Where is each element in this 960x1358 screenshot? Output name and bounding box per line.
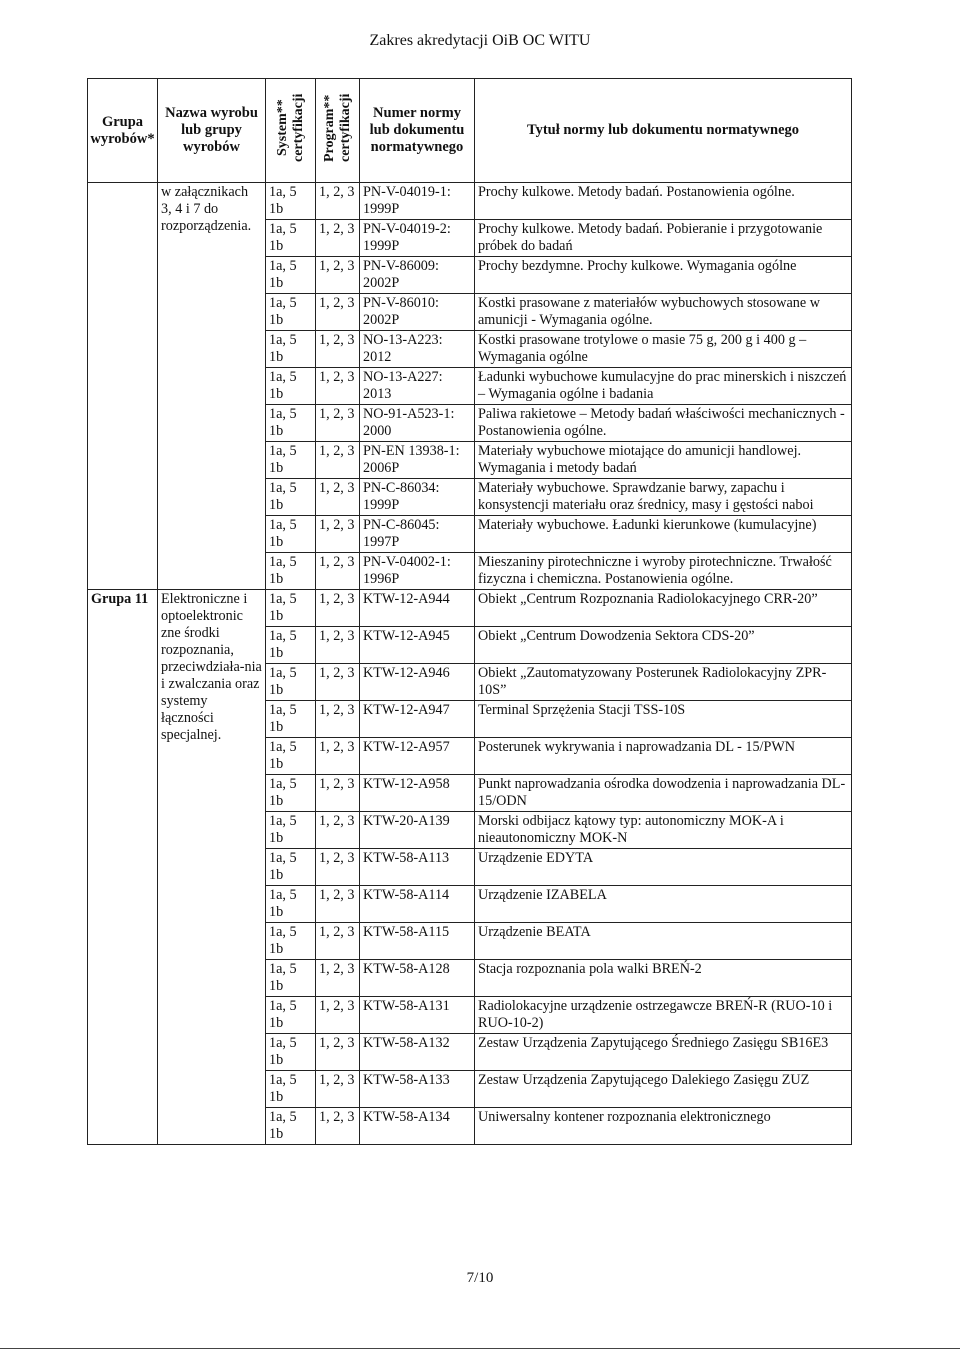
norm-title-cell: Urządzenie EDYTA [475, 849, 852, 886]
norm-number-cell: PN-V-86010: 2002P [360, 294, 475, 331]
norm-number-cell: KTW-58-A128 [360, 960, 475, 997]
program-cell: 1, 2, 3 [316, 1034, 360, 1071]
norm-title-cell: Terminal Sprzężenia Stacji TSS-10S [475, 701, 852, 738]
norm-title-cell: Ładunki wybuchowe kumulacyjne do prac minerskich i niszczeń – Wymagania ogólne i badania [475, 368, 852, 405]
system-cell: 1a, 5 1b [266, 479, 316, 516]
column-header-name: Nazwa wyrobu lub grupy wyrobów [158, 79, 266, 183]
system-cell: 1a, 5 1b [266, 257, 316, 294]
program-cell: 1, 2, 3 [316, 368, 360, 405]
product-name-cell: Elektroniczne i optoelektronic zne środki rozpoznania, przeciwdziała-nia i zwalczania oraz systemy łączności specjalnej. [158, 590, 266, 1145]
program-cell: 1, 2, 3 [316, 849, 360, 886]
norm-title-cell: Prochy bezdymne. Prochy kulkowe. Wymagania ogólne [475, 257, 852, 294]
system-cell: 1a, 5 1b [266, 997, 316, 1034]
system-cell: 1a, 5 1b [266, 849, 316, 886]
system-cell: 1a, 5 1b [266, 664, 316, 701]
norm-title-cell: Radiolokacyjne urządzenie ostrzegawcze BREŃ-R (RUO-10 i RUO-10-2) [475, 997, 852, 1034]
norm-title-cell: Kostki prasowane z materiałów wybuchowych stosowane w amunicji - Wymagania ogólne. [475, 294, 852, 331]
column-header-group: Grupa wyrobów* [88, 79, 158, 183]
program-cell: 1, 2, 3 [316, 257, 360, 294]
system-cell: 1a, 5 1b [266, 331, 316, 368]
norm-number-cell: KTW-58-A114 [360, 886, 475, 923]
program-cell: 1, 2, 3 [316, 331, 360, 368]
system-cell: 1a, 5 1b [266, 183, 316, 220]
norm-title-cell: Obiekt „Zautomatyzowany Posterunek Radiolokacyjny ZPR-10S” [475, 664, 852, 701]
system-cell: 1a, 5 1b [266, 738, 316, 775]
product-group-cell [88, 183, 158, 590]
page-header: Zakres akredytacji OiB OC WITU [369, 32, 591, 49]
norm-title-cell: Uniwersalny kontener rozpoznania elektronicznego [475, 1108, 852, 1145]
program-cell: 1, 2, 3 [316, 590, 360, 627]
system-cell: 1a, 5 1b [266, 1108, 316, 1145]
norm-title-cell: Materiały wybuchowe. Sprawdzanie barwy, zapachu i konsystencji materiału oraz średnicy, masy i gęstości naboi [475, 479, 852, 516]
table-body [88, 183, 852, 1145]
system-cell: 1a, 5 1b [266, 368, 316, 405]
norm-number-cell: PN-V-04002-1: 1996P [360, 553, 475, 590]
norm-number-cell: KTW-58-A134 [360, 1108, 475, 1145]
column-header-system-label: System** certyfikacji [274, 93, 306, 163]
norm-title-cell: Kostki prasowane trotylowe o masie 75 g, 200 g i 400 g – Wymagania ogólne [475, 331, 852, 368]
norm-number-cell: KTW-20-A139 [360, 812, 475, 849]
norm-number-cell: PN-EN 13938-1: 2006P [360, 442, 475, 479]
norm-number-cell: PN-V-04019-2: 1999P [360, 220, 475, 257]
program-cell: 1, 2, 3 [316, 1071, 360, 1108]
system-cell: 1a, 5 1b [266, 1071, 316, 1108]
table-header-row [88, 79, 852, 183]
system-cell: 1a, 5 1b [266, 442, 316, 479]
system-cell: 1a, 5 1b [266, 960, 316, 997]
norm-title-cell: Materiały wybuchowe. Ładunki kierunkowe (kumulacyjne) [475, 516, 852, 553]
norm-title-cell: Materiały wybuchowe miotające do amunicji handlowej. Wymagania i metody badań [475, 442, 852, 479]
program-cell: 1, 2, 3 [316, 1108, 360, 1145]
norm-title-cell: Urządzenie BEATA [475, 923, 852, 960]
program-cell: 1, 2, 3 [316, 886, 360, 923]
bottom-divider [0, 1348, 960, 1349]
norm-number-cell: PN-V-86009: 2002P [360, 257, 475, 294]
norm-title-cell: Prochy kulkowe. Metody badań. Pobieranie i przygotowanie próbek do badań [475, 220, 852, 257]
norm-title-cell: Obiekt „Centrum Rozpoznania Radiolokacyjnego CRR-20” [475, 590, 852, 627]
accreditation-table [87, 78, 852, 1145]
program-cell: 1, 2, 3 [316, 997, 360, 1034]
norm-title-cell: Obiekt „Centrum Dowodzenia Sektora CDS-20” [475, 627, 852, 664]
norm-number-cell: PN-V-04019-1: 1999P [360, 183, 475, 220]
norm-title-cell: Prochy kulkowe. Metody badań. Postanowienia ogólne. [475, 183, 852, 220]
system-cell: 1a, 5 1b [266, 1034, 316, 1071]
program-cell: 1, 2, 3 [316, 442, 360, 479]
program-cell: 1, 2, 3 [316, 960, 360, 997]
system-cell: 1a, 5 1b [266, 923, 316, 960]
program-cell: 1, 2, 3 [316, 183, 360, 220]
norm-title-cell: Punkt naprowadzania ośrodka dowodzenia i naprowadzania DL-15/ODN [475, 775, 852, 812]
norm-number-cell: KTW-58-A131 [360, 997, 475, 1034]
column-header-norm-title: Tytuł normy lub dokumentu normatywnego [475, 79, 852, 183]
program-cell: 1, 2, 3 [316, 516, 360, 553]
norm-title-cell: Posterunek wykrywania i naprowadzania DL - 15/PWN [475, 738, 852, 775]
table-row [88, 183, 852, 220]
norm-number-cell: PN-C-86045: 1997P [360, 516, 475, 553]
program-cell: 1, 2, 3 [316, 701, 360, 738]
system-cell: 1a, 5 1b [266, 775, 316, 812]
program-cell: 1, 2, 3 [316, 775, 360, 812]
norm-number-cell: KTW-12-A945 [360, 627, 475, 664]
norm-number-cell: NO-13-A227: 2013 [360, 368, 475, 405]
norm-number-cell: KTW-58-A133 [360, 1071, 475, 1108]
norm-title-cell: Zestaw Urządzenia Zapytującego Dalekiego Zasięgu ZUZ [475, 1071, 852, 1108]
norm-number-cell: KTW-12-A946 [360, 664, 475, 701]
norm-number-cell: KTW-58-A132 [360, 1034, 475, 1071]
system-cell: 1a, 5 1b [266, 812, 316, 849]
program-cell: 1, 2, 3 [316, 479, 360, 516]
table-row [88, 590, 852, 627]
page-number: 7/10 [466, 1270, 494, 1286]
column-header-program-label: Program** certyfikacji [321, 93, 353, 163]
product-name-cell: w załącznikach 3, 4 i 7 do rozporządzenia. [158, 183, 266, 590]
program-cell: 1, 2, 3 [316, 738, 360, 775]
norm-number-cell: NO-13-A223: 2012 [360, 331, 475, 368]
product-group-cell: Grupa 11 [88, 590, 158, 1145]
norm-number-cell: KTW-58-A115 [360, 923, 475, 960]
system-cell: 1a, 5 1b [266, 701, 316, 738]
system-cell: 1a, 5 1b [266, 294, 316, 331]
norm-number-cell: KTW-12-A958 [360, 775, 475, 812]
norm-title-cell: Stacja rozpoznania pola walki BREŃ-2 [475, 960, 852, 997]
program-cell: 1, 2, 3 [316, 923, 360, 960]
program-cell: 1, 2, 3 [316, 664, 360, 701]
norm-number-cell: KTW-12-A957 [360, 738, 475, 775]
norm-number-cell: PN-C-86034: 1999P [360, 479, 475, 516]
norm-number-cell: KTW-58-A113 [360, 849, 475, 886]
norm-title-cell: Zestaw Urządzenia Zapytującego Średniego Zasięgu SB16E3 [475, 1034, 852, 1071]
system-cell: 1a, 5 1b [266, 405, 316, 442]
system-cell: 1a, 5 1b [266, 590, 316, 627]
system-cell: 1a, 5 1b [266, 886, 316, 923]
system-cell: 1a, 5 1b [266, 627, 316, 664]
system-cell: 1a, 5 1b [266, 516, 316, 553]
norm-number-cell: KTW-12-A944 [360, 590, 475, 627]
program-cell: 1, 2, 3 [316, 812, 360, 849]
program-cell: 1, 2, 3 [316, 220, 360, 257]
program-cell: 1, 2, 3 [316, 553, 360, 590]
norm-number-cell: KTW-12-A947 [360, 701, 475, 738]
norm-title-cell: Paliwa rakietowe – Metody badań właściwości mechanicznych -Postanowienia ogólne. [475, 405, 852, 442]
norm-title-cell: Mieszaniny pirotechniczne i wyroby pirotechniczne. Trwałość fizyczna i chemiczna. Postanowienia ogólne. [475, 553, 852, 590]
column-header-program [316, 79, 360, 183]
column-header-system [266, 79, 316, 183]
program-cell: 1, 2, 3 [316, 627, 360, 664]
program-cell: 1, 2, 3 [316, 294, 360, 331]
column-header-norm-number: Numer normy lub dokumentu normatywnego [360, 79, 475, 183]
program-cell: 1, 2, 3 [316, 405, 360, 442]
system-cell: 1a, 5 1b [266, 553, 316, 590]
norm-title-cell: Morski odbijacz kątowy typ: autonomiczny MOK-A i nieautonomiczny MOK-N [475, 812, 852, 849]
norm-number-cell: NO-91-A523-1: 2000 [360, 405, 475, 442]
system-cell: 1a, 5 1b [266, 220, 316, 257]
norm-title-cell: Urządzenie IZABELA [475, 886, 852, 923]
